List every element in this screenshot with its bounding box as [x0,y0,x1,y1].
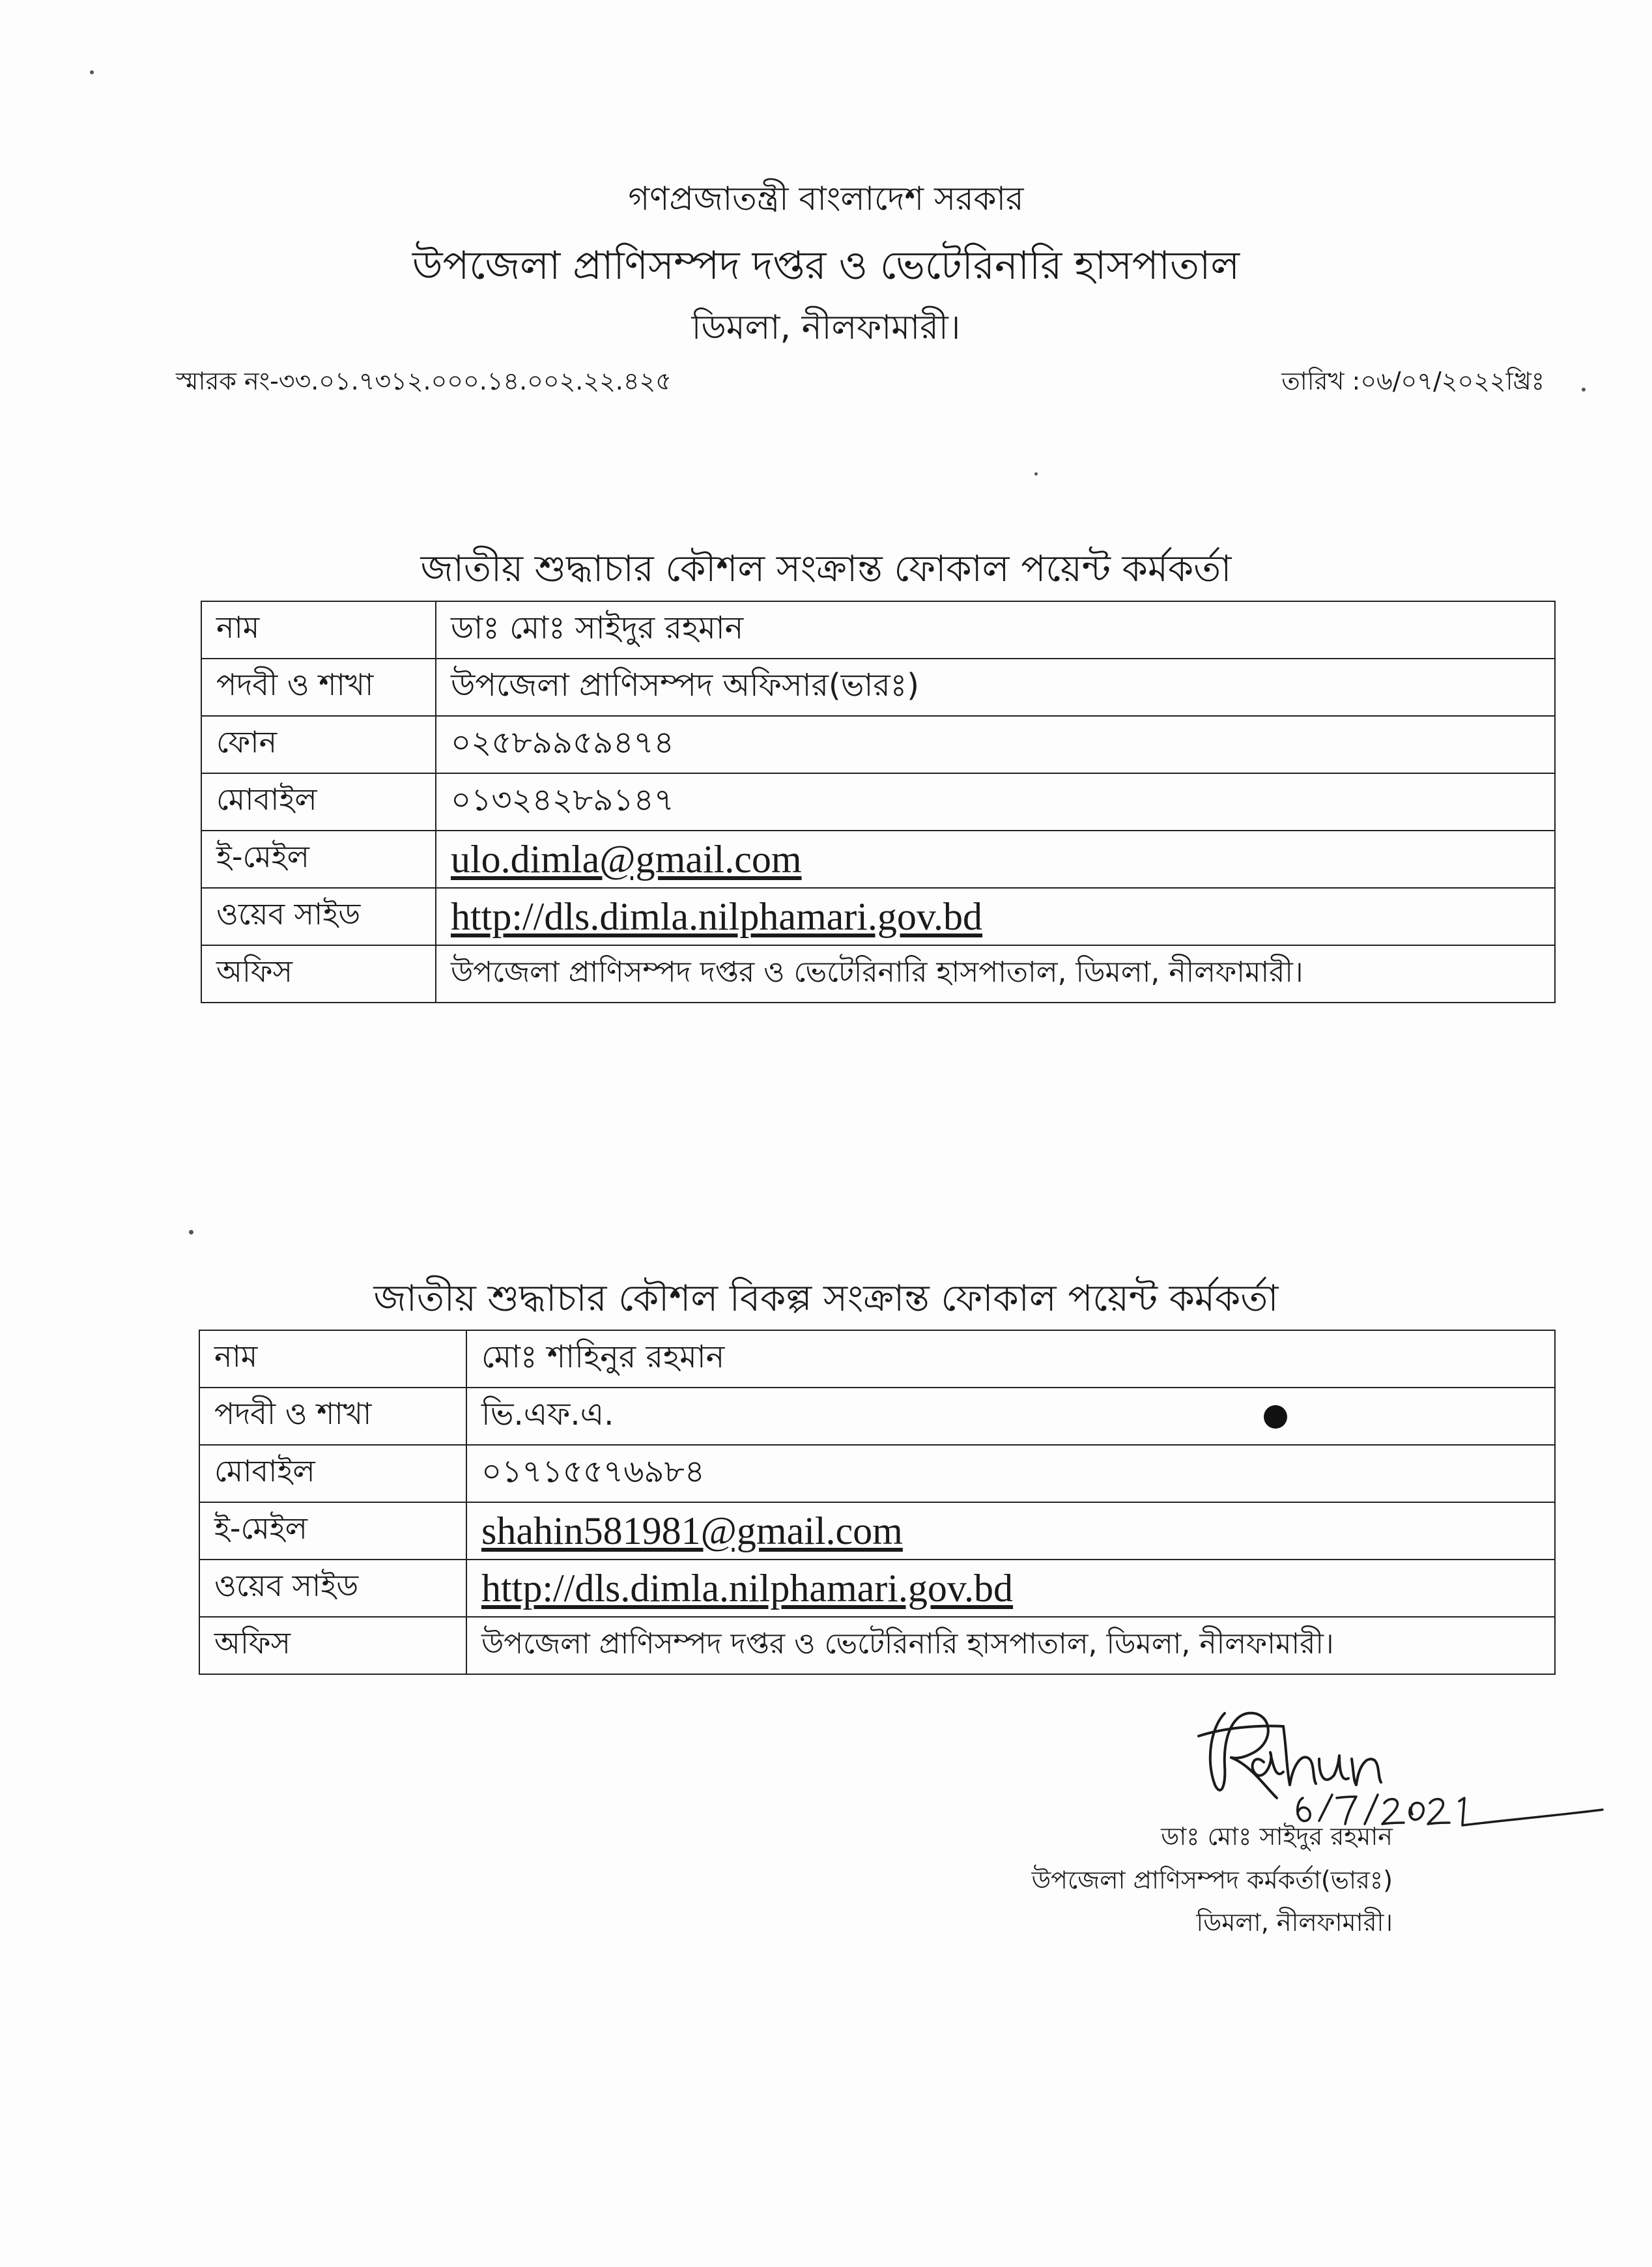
table-row [199,1560,1555,1617]
memo-date: তারিখ :০৬/০৭/২০২২খ্রিঃ [1281,367,1545,395]
signatory-location: ডিমলা, নীলফামারী। [1196,1908,1393,1937]
ink-dot [1264,1405,1287,1429]
row-value-office: উপজেলা প্রাণিসম্পদ দপ্তর ও ভেটেরিনারি হাসপাতাল, ডিমলা, নীলফামারী। [466,1617,1555,1674]
row-value-mobile: ০১৭১৫৫৭৬৯৮৪ [466,1445,1555,1502]
row-label-designation: পদবী ও শাখা [199,1388,466,1445]
signatory-name: ডাঃ মোঃ সাইদুর রহমান [1161,1822,1393,1851]
scan-speck [189,1230,193,1234]
scan-speck [1034,472,1038,476]
row-label-office: অফিস [199,1617,466,1674]
row-value-name: ডাঃ মোঃ সাইদুর রহমান [436,601,1555,659]
office-location: ডিমলা, নীলফামারী। [691,308,961,347]
row-label-website: ওয়েব সাইড [201,888,436,945]
table-row [201,659,1555,716]
row-label-email: ই-মেইল [199,1502,466,1560]
table-row [201,831,1555,888]
table-row [199,1445,1555,1502]
row-label-website: ওয়েব সাইড [199,1560,466,1617]
signatory-designation: উপজেলা প্রাণিসম্পদ কর্মকর্তা(ভারঃ) [1031,1866,1393,1894]
office-name: উপজেলা প্রাণিসম্পদ দপ্তর ও ভেটেরিনারি হাসপাতাল [412,243,1240,289]
row-label-mobile: মোবাইল [201,773,436,831]
focal-point-title: জাতীয় শুদ্ধাচার কৌশল সংক্রান্ত ফোকাল পয়েন্ট কর্মকর্তা [420,548,1232,590]
row-value-designation: উপজেলা প্রাণিসম্পদ অফিসার(ভারঃ) [436,659,1555,716]
row-label-designation: পদবী ও শাখা [201,659,436,716]
scan-speck [1582,388,1586,392]
table-row [201,888,1555,945]
table-row [201,716,1555,773]
row-value-website-link[interactable]: http://dls.dimla.nilphamari.gov.bd [436,888,1555,945]
table-row [199,1502,1555,1560]
table-row [199,1617,1555,1674]
row-label-name: নাম [201,601,436,659]
row-label-office: অফিস [201,945,436,1003]
focal-point-table [201,601,1556,1003]
table-row [201,601,1555,659]
scan-speck [90,70,94,74]
row-label-mobile: মোবাইল [199,1445,466,1502]
table-row [201,773,1555,831]
alternate-focal-point-title: জাতীয় শুদ্ধাচার কৌশল বিকল্প সংক্রান্ত ফোকাল পয়েন্ট কর্মকর্তা [373,1277,1279,1320]
row-label-email: ই-মেইল [201,831,436,888]
table-row [199,1330,1555,1388]
row-value-email-link[interactable]: ulo.dimla@gmail.com [436,831,1555,888]
alternate-focal-point-table [199,1330,1556,1675]
row-label-name: নাম [199,1330,466,1388]
row-value-office: উপজেলা প্রাণিসম্পদ দপ্তর ও ভেটেরিনারি হাসপাতাল, ডিমলা, নীলফামারী। [436,945,1555,1003]
row-value-mobile: ০১৩২৪২৮৯১৪৭ [436,773,1555,831]
row-label-phone: ফোন [201,716,436,773]
row-value-email-link[interactable]: shahin581981@gmail.com [466,1502,1555,1560]
table-row [199,1388,1555,1445]
row-value-website-link[interactable]: http://dls.dimla.nilphamari.gov.bd [466,1560,1555,1617]
row-value-designation: ভি.এফ.এ. [466,1388,1555,1445]
row-value-name: মোঃ শাহিনুর রহমান [466,1330,1555,1388]
government-name: গণপ্রজাতন্ত্রী বাংলাদেশ সরকার [628,180,1024,218]
table-row [201,945,1555,1003]
memo-reference: স্মারক নং-৩৩.০১.৭৩১২.০০০.১৪.০০২.২২.৪২৫ [176,367,672,395]
row-value-phone: ০২৫৮৯৯৫৯৪৭৪ [436,716,1555,773]
